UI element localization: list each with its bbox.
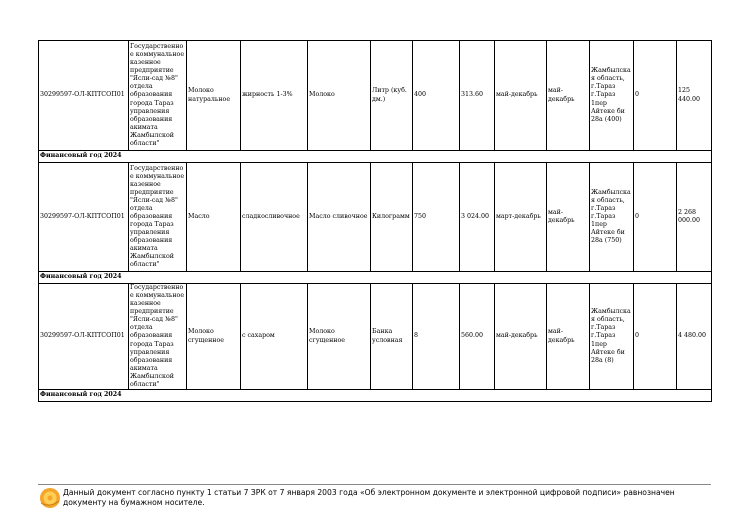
section-label: Финансовый год 2024: [39, 390, 712, 402]
customer-name: Государственное коммунальное казенное предприятие "Ясли-сад №8" отдела образования города Тараз управления образования акимата Жамбылской области": [129, 163, 187, 272]
item-spec: сладкосливочное: [241, 163, 308, 272]
delivery-period: май-декабрь: [495, 41, 547, 151]
section-label: Финансовый год 2024: [39, 151, 712, 163]
delivery-address: Жамбылская область, г.Тараз г.Тараз 1пер Айтеке би 28а (750): [590, 163, 634, 272]
delivery-period-2: май-декабрь: [547, 284, 590, 390]
total-sum: 4 480.00: [677, 284, 712, 390]
delivery-period: май-декабрь: [495, 284, 547, 390]
total-sum: 2 268 000.00: [677, 163, 712, 272]
delivery-period-2: май-декабрь: [547, 163, 590, 272]
procurement-table: [38, 40, 712, 402]
delivery-address: Жамбылская область, г.Тараз г.Тараз 1пер Айтеке би 28а (8): [590, 284, 634, 390]
item-short-name: Масло сливочное: [308, 163, 371, 272]
item-name: Молоко сгущенное: [187, 284, 241, 390]
delivery-period: март-декабрь: [495, 163, 547, 272]
section-row: [39, 272, 712, 284]
item-short-name: Молоко сгущенное: [308, 284, 371, 390]
item-name: Масло: [187, 163, 241, 272]
unit-price: 560.00: [460, 284, 495, 390]
plan-id: 30299597-ОЛ-КПТСОП01: [39, 41, 129, 151]
quantity: 750: [413, 163, 460, 272]
unit-price: 313.60: [460, 41, 495, 151]
advance: 0: [634, 284, 677, 390]
footer-text: Данный документ согласно пункту 1 статьи 7 ЗРК от 7 января 2003 года «Об электронном документе и электронной цифровой подписи» равнозначен документу на бумажном носителе.: [63, 488, 675, 508]
table-row: [39, 41, 712, 151]
item-spec: жирность 1-3%: [241, 41, 308, 151]
customer-name: Государственное коммунальное казенное предприятие "Ясли-сад №8" отдела образования города Тараз управления образования акимата Жамбылской области": [129, 284, 187, 390]
total-sum: 125 440.00: [677, 41, 712, 151]
quantity: 8: [413, 284, 460, 390]
unit: Килограмм: [371, 163, 413, 272]
delivery-address: Жамбылская область, г.Тараз г.Тараз 1пер Айтеке би 28а (400): [590, 41, 634, 151]
item-spec: с сахаром: [241, 284, 308, 390]
footer-divider: [38, 484, 711, 485]
delivery-period-2: май-декабрь: [547, 41, 590, 151]
plan-id: 30299597-ОЛ-КПТСОП01: [39, 284, 129, 390]
table-row: [39, 163, 712, 272]
section-row: [39, 390, 712, 402]
plan-id: 30299597-ОЛ-КПТСОП01: [39, 163, 129, 272]
customer-name: Государственное коммунальное казенное предприятие "Ясли-сад №8" отдела образования города Тараз управления образования акимата Жамбылской области": [129, 41, 187, 151]
advance: 0: [634, 163, 677, 272]
advance: 0: [634, 41, 677, 151]
section-row: [39, 151, 712, 163]
e-document-seal-icon: [38, 486, 62, 510]
section-label: Финансовый год 2024: [39, 272, 712, 284]
item-name: Молоко натуральное: [187, 41, 241, 151]
unit-price: 3 024.00: [460, 163, 495, 272]
unit: Банка условная: [371, 284, 413, 390]
item-short-name: Молоко: [308, 41, 371, 151]
quantity: 400: [413, 41, 460, 151]
unit: Литр (куб. дм.): [371, 41, 413, 151]
table-row: [39, 284, 712, 390]
